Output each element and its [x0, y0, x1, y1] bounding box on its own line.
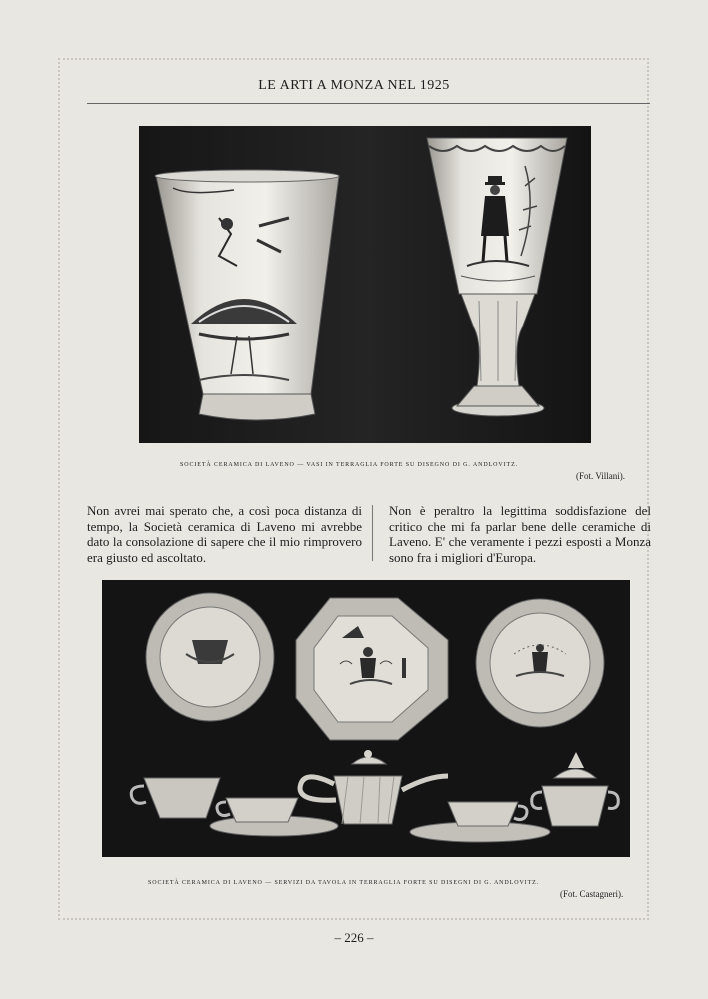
body-column-right: Non è peraltro la legittima soddisfazione del critico che mi fa parlar bene delle ceramiche di Laveno. E' che veramente i pezzi esposti a Monza sono fra i migliori d'Europa. [389, 503, 651, 565]
photo-table-service [102, 580, 630, 857]
photo-vases [139, 126, 591, 443]
head-rule [87, 103, 650, 104]
column-divider [372, 505, 373, 561]
credit-vases: (Fot. Villani). [576, 471, 626, 481]
running-head: LE ARTI A MONZA NEL 1925 [258, 78, 450, 93]
plate-left [146, 593, 274, 721]
page-number: – 226 – [334, 930, 374, 945]
caption-vases: SOCIETÀ CERAMICA DI LAVENO — VASI IN TERRAGLIA FORTE SU DISEGNO DI G. ANDLOVITZ. [180, 462, 519, 468]
plate-right [476, 599, 604, 727]
credit-table-service: (Fot. Castagneri). [560, 889, 624, 899]
body-column-left: Non avrei mai sperato che, a così poca distanza di tempo, la Società ceramica di Laveno mi avrebbe dato la consolazione di sapere che il mio rimprovero era giusto ed ascoltato. [87, 503, 362, 565]
caption-table-service: SOCIETÀ CERAMICA DI LAVENO — SERVIZI DA TAVOLA IN TERRAGLIA FORTE SU DISEGNI DI G. ANDLOVITZ. [148, 880, 540, 886]
